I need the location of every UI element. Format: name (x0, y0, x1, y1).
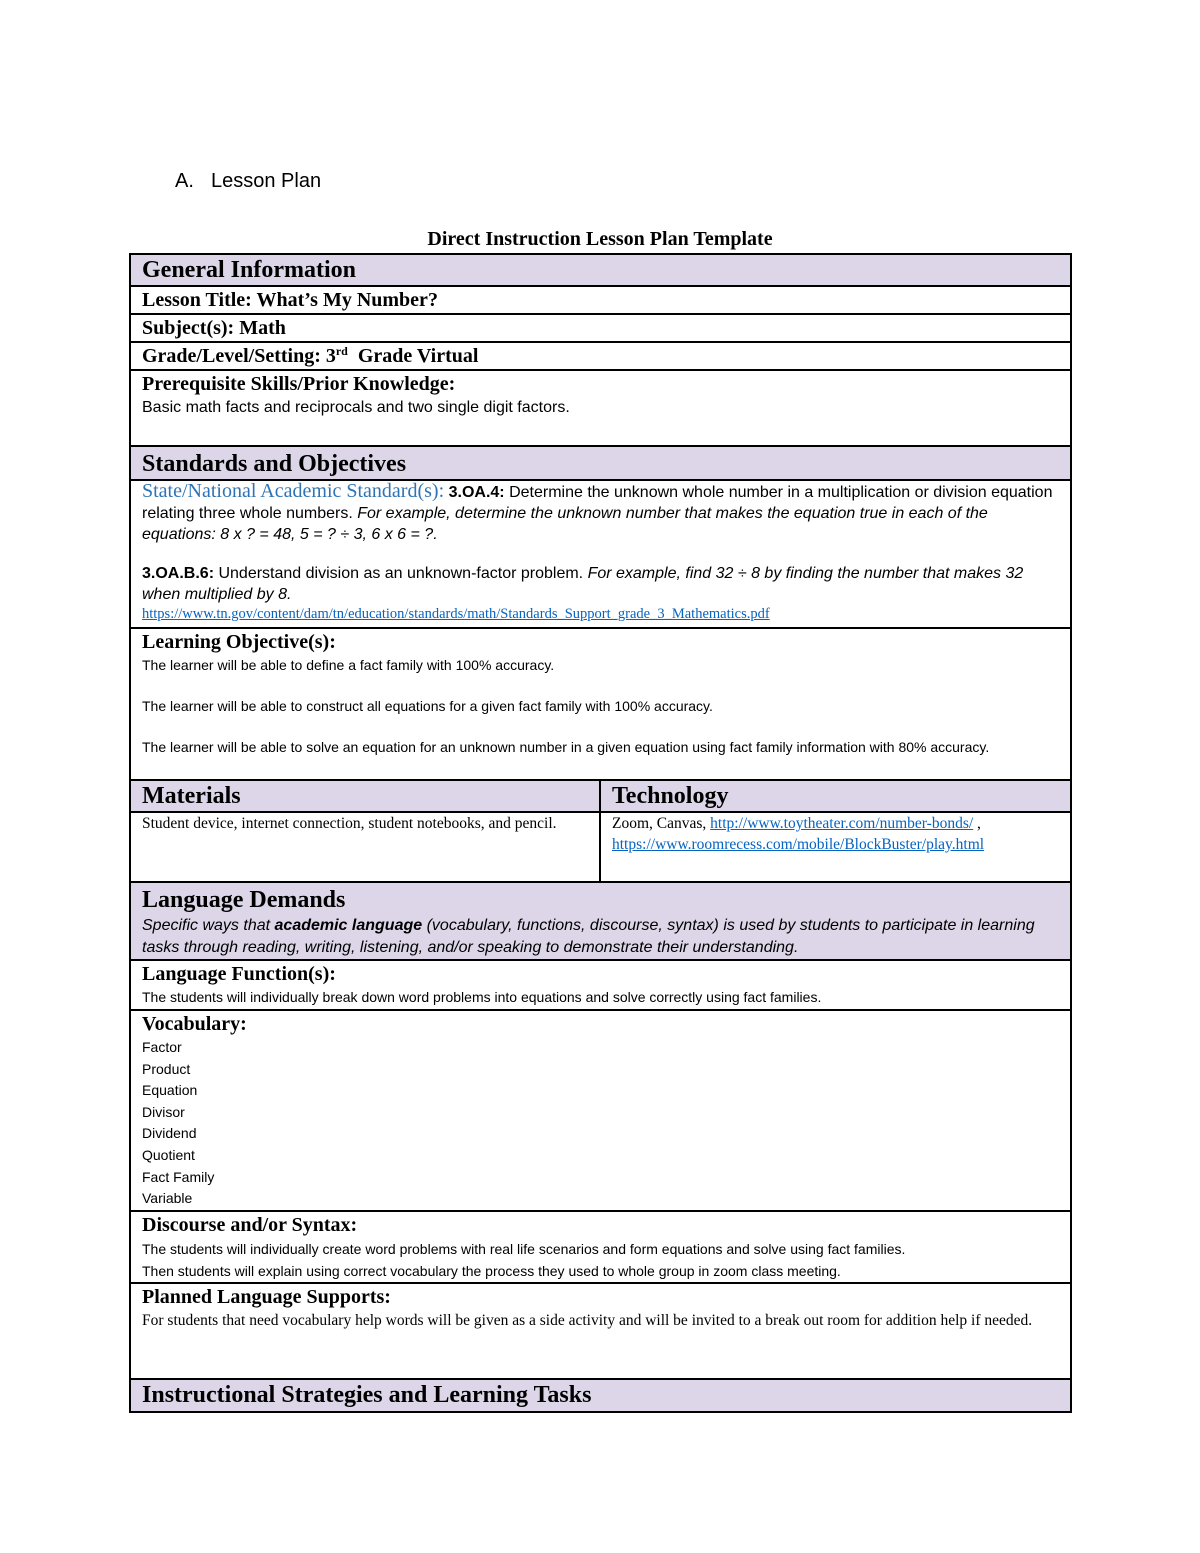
standard-1-example: For example, determine the unknown number that makes the equation true in each of the equations: 8 x ? = 48, 5 = ? ÷ 3, 6 x 6 = ?. (142, 505, 988, 543)
language-header: Language Demands (142, 887, 346, 913)
objective-3: The learner will be able to solve an equation for an unknown number in a given equation using fact family information with 80% accuracy. (142, 739, 990, 755)
prereq-cell (130, 370, 1071, 446)
discourse-line-1: The students will individually create word problems with real life scenarios and form equations and solve using fact families. (142, 1240, 906, 1257)
standards-row (130, 480, 1071, 628)
standard-2-text: Understand division as an unknown-factor problem. (218, 565, 584, 582)
objectives-row (130, 628, 1071, 780)
vocab-word: Dividend (142, 1125, 197, 1142)
general-info-header-row (130, 254, 1071, 286)
language-function-label: Language Function(s): (142, 963, 336, 985)
standards-link[interactable]: https://www.tn.gov/content/dam/tn/education/standards/math/Standards_Support_grade_3_Mathematics.pdf (142, 606, 770, 622)
general-info-header: General Information (130, 254, 1071, 286)
standards-link-line (142, 605, 1059, 624)
language-description: Specific ways that academic language (vocabulary, functions, discourse, syntax) is used by students to participate in learning tasks through reading, writing, listening, and/or speaking to demonstrate their understanding. (142, 917, 1035, 956)
discourse-cell (130, 1211, 1071, 1283)
materials-header: Materials (130, 780, 600, 812)
grade-suffix: Grade Virtual (357, 345, 479, 367)
standard-1-code: 3.OA.4: (448, 484, 505, 501)
vocabulary-label: Vocabulary: (142, 1013, 247, 1035)
standards-header: Standards and Objectives (130, 446, 1071, 480)
document-title: Direct Instruction Lesson Plan Template (427, 228, 773, 250)
technology-cell: Zoom, Canvas, http://www.toytheater.com/number-bonds/ , https://www.roomrecess.com/mobile/BlockBuster/play.html (600, 812, 1071, 882)
standard-2-example: For example, find 32 ÷ 8 by finding the number that makes 32 when multiplied by 8. (142, 565, 1024, 603)
section-letter: A. (175, 170, 194, 192)
supports-text: For students that need vocabulary help words will be given as a side activity and will be invited to a break out room for addition help if needed. (142, 1311, 1033, 1329)
grade-prefix: Grade/Level/Setting: 3 (142, 345, 336, 367)
instructional-header-row (130, 1379, 1071, 1412)
technology-prefix: Zoom, Canvas, (612, 815, 707, 832)
vocab-word: Divisor (142, 1103, 185, 1120)
section-heading (175, 170, 321, 193)
objective-1: The learner will be able to define a fact family with 100% accuracy. (142, 657, 555, 673)
spacer (142, 717, 1059, 737)
instructional-header: Instructional Strategies and Learning Tasks (130, 1379, 1071, 1412)
lesson-title-row (130, 286, 1071, 314)
language-function-text: The students will individually break down word problems into equations and solve correctly using fact families. (142, 989, 822, 1005)
spacer (142, 545, 1059, 563)
objective-2: The learner will be able to construct all equations for a given fact family with 100% accuracy. (142, 698, 713, 714)
vocab-word: Fact Family (142, 1168, 215, 1185)
grade-row (130, 342, 1071, 370)
vocab-word: Equation (142, 1082, 198, 1099)
language-header-cell (130, 882, 1071, 960)
prereq-row (130, 370, 1071, 446)
language-header-row (130, 882, 1071, 960)
materials-text: Student device, internet connection, student notebooks, and pencil. (130, 812, 600, 882)
spacer (142, 676, 1059, 696)
objective-label: Learning Objective(s): (142, 631, 336, 653)
academic-language: academic language (274, 917, 423, 934)
objectives-cell (130, 628, 1071, 780)
standard-1 (142, 481, 1059, 545)
vocabulary-cell (130, 1010, 1071, 1211)
technology-header: Technology (600, 780, 1071, 812)
standard-2-code: 3.OA.B.6: (142, 565, 215, 582)
standard-1-text: Determine the unknown whole number in a multiplication or division equation relating three whole numbers. (142, 484, 1053, 522)
lesson-plan-table (129, 253, 1072, 1413)
standards-header-row (130, 446, 1071, 480)
vocabulary-row (130, 1010, 1071, 1211)
standard-2 (142, 563, 1059, 605)
vocab-word: Variable (142, 1190, 193, 1207)
language-function-row (130, 960, 1071, 1010)
prereq-label: Prerequisite Skills/Prior Knowledge: (142, 373, 456, 395)
prereq-text: Basic math facts and reciprocals and two single digit factors. (142, 399, 570, 416)
discourse-line-2: Then students will explain using correct vocabulary the process they used to whole group in zoom class meeting. (142, 1262, 841, 1279)
vocab-word: Quotient (142, 1146, 195, 1163)
language-function-cell (130, 960, 1071, 1010)
standards-cell (130, 480, 1071, 628)
materials-technology-row (130, 812, 1071, 882)
supports-row (130, 1283, 1071, 1379)
state-standard-label: State/National Academic Standard(s): (142, 480, 445, 502)
supports-cell (130, 1283, 1071, 1379)
supports-label: Planned Language Supports: (142, 1285, 391, 1308)
technology-link-1[interactable]: http://www.toytheater.com/number-bonds/ (710, 815, 974, 832)
vocab-word: Product (142, 1060, 191, 1077)
materials-technology-header-row (130, 780, 1071, 812)
subjects: Subject(s): Math (130, 314, 1071, 342)
grade-level-setting (130, 342, 1071, 370)
technology-link-2[interactable]: https://www.roomrecess.com/mobile/BlockBuster/play.html (612, 836, 985, 853)
subjects-row (130, 314, 1071, 342)
lesson-title: Lesson Title: What’s My Number? (130, 286, 1071, 314)
discourse-label: Discourse and/or Syntax: (142, 1213, 358, 1236)
grade-superscript: rd (335, 344, 348, 358)
discourse-row (130, 1211, 1071, 1283)
section-title: Lesson Plan (211, 170, 322, 192)
vocab-word: Factor (142, 1039, 182, 1055)
